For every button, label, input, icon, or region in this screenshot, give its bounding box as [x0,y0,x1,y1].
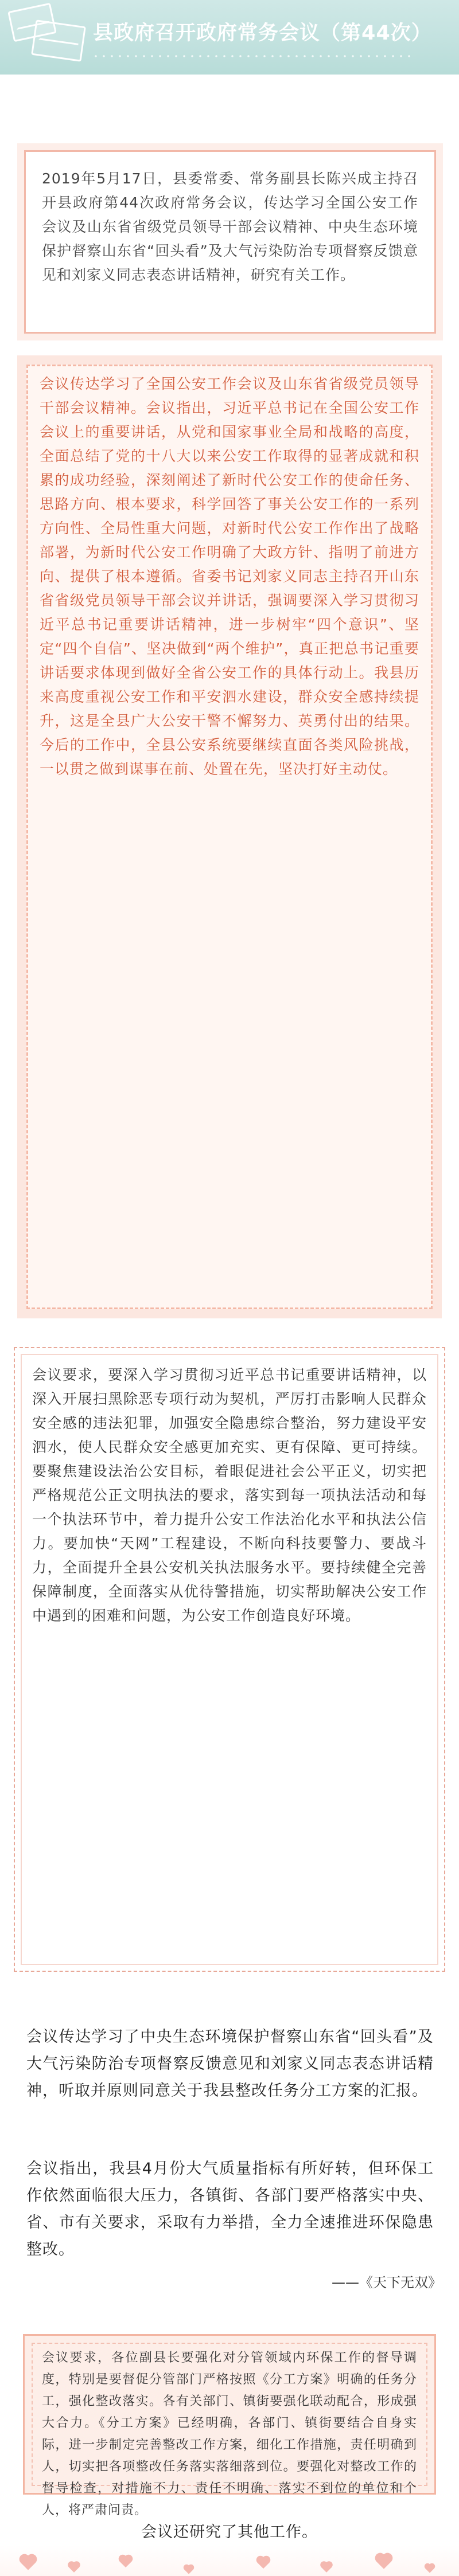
quote-source: ——《天下无双》 [332,2274,442,2291]
closing-text: 会议还研究了其他工作。 [141,2523,318,2541]
public-security-text: 会议传达学习了全国公安工作会议及山东省省级党员领导干部会议精神。会议指出，习近平总书记在全国公安工作会议上的重要讲话，从党和国家事业全局和战略的高度，全面总结了党的十八大以来公安工作取得的显著成就和积累的成功经验，深刻阐述了新时代公安工作的使命任务、思路方向、根本要求，科学回答了事关公安工作的一系列方向性、全局性重大问题，对新时代公安工作作出了战略部署，为新时代公安工作明确了大政方针、指明了前进方向、提供了根本遵循。省委书记刘家义同志主持召开山东省省级党员领导干部会议并讲话，强调要深入学习贯彻习近平总书记重要讲话精神，进一步树牢“四个意识”、坚定“四个自信”、坚决做到“两个维护”，真正把总书记重要讲话要求体现到做好全省公安工作的具体行动上。我县历来高度重视公安工作和平安泗水建设，群众安全感持续提升，这是全县广大公安干警不懈努力、英勇付出的结果。今后的工作中，全县公安系统要继续直面各类风险挑战，一以贯之做到谋事在前、处置在先，坚决打好主动仗。 [40,375,419,777]
heart-icon [376,2554,391,2569]
environment-points [26,2155,434,2263]
footer-decoration [0,2545,459,2576]
environment-requirements-card [23,2334,436,2518]
intro-card [24,150,436,334]
intro-text: 2019年5月17日，县委常委、常务副县长陈兴成主持召开县政府第44次政府常务会议，传达学习全国公安工作会议及山东省省级党员领导干部会议精神、中央生态环境保护督察山东省“回头看”及大气污染防治专项督察反馈意见和刘家义同志表态讲话精神，研究有关工作。 [42,170,418,283]
heart-icon [258,2557,269,2569]
environment-points-text: 会议指出，我县4月份大气质量指标有所好转，但环保工作依然面临很大压力，各镇街、各部门要严格落实中央、省、市有关要求，采取有力举措，全力全速推进环保隐患整改。 [26,2160,434,2258]
heart-icon [120,2556,131,2567]
requirements-text: 会议要求，要深入学习贯彻习近平总书记重要讲话精神，以深入开展扫黑除恶专项行动为契机，严厉打击影响人民群众安全感的违法犯罪，加强安全隐患综合整治，努力建设平安泗水，使人民群众安全感更加充实、更有保障、更可持续。要聚焦建设法治公安目标，着眼促进社会公平正义，切实把严格规范公正文明执法的要求，落实到每一项执法活动和每一个执法环节中，着力提升公安工作法治化水平和执法公信力。要加快“天网”工程建设，不断向科技要警力、要战斗力，全面提升全县公安机关执法服务水平。要持续健全完善保障制度，全面落实从优待警措施，切实帮助解决公安工作中遇到的困难和问题，为公安工作创造良好环境。 [32,1367,427,1624]
heart-icon [69,2562,79,2573]
public-security-inner [26,365,433,1309]
heart-icon [184,2565,193,2574]
environment-intro-text: 会议传达学习了中央生态环境保护督察山东省“回头看”及大气污染防治专项督察反馈意见和刘家义同志表态讲话精神，听取并原则同意关于我县整改任务分工方案的汇报。 [26,2028,434,2100]
heart-icon [425,2564,434,2573]
environment-intro [26,2023,434,2104]
envelope-icon [31,19,86,62]
heart-icon [321,2562,332,2573]
heart-icon [21,2555,35,2570]
public-security-card [17,355,442,1318]
header-banner [0,0,459,75]
requirements-card [14,1347,445,1972]
page-title: 县政府召开政府常务会议（第44次） [93,22,432,45]
decorative-dots [92,54,413,58]
environment-requirements-inner [32,2343,427,2518]
environment-requirements-text: 会议要求，各位副县长要强化对分管领域内环保工作的督导调度，特别是要督促分管部门严格按照《分工方案》明确的任务分工，强化整改落实。各有关部门、镇街要强化联动配合，形成强大合力。《分工方案》已经明确，各部门、镇街要结合自身实际，进一步制定完善整改工作方案，细化工作措施，责任明确到人，切实把各项整改任务落实落细落到位。要强化对整改工作的督导检查，对措施不力、责任不明确、落实不到位的单位和个人，将严肃问责。 [42,2351,417,2518]
requirements-inner [21,1354,438,1965]
